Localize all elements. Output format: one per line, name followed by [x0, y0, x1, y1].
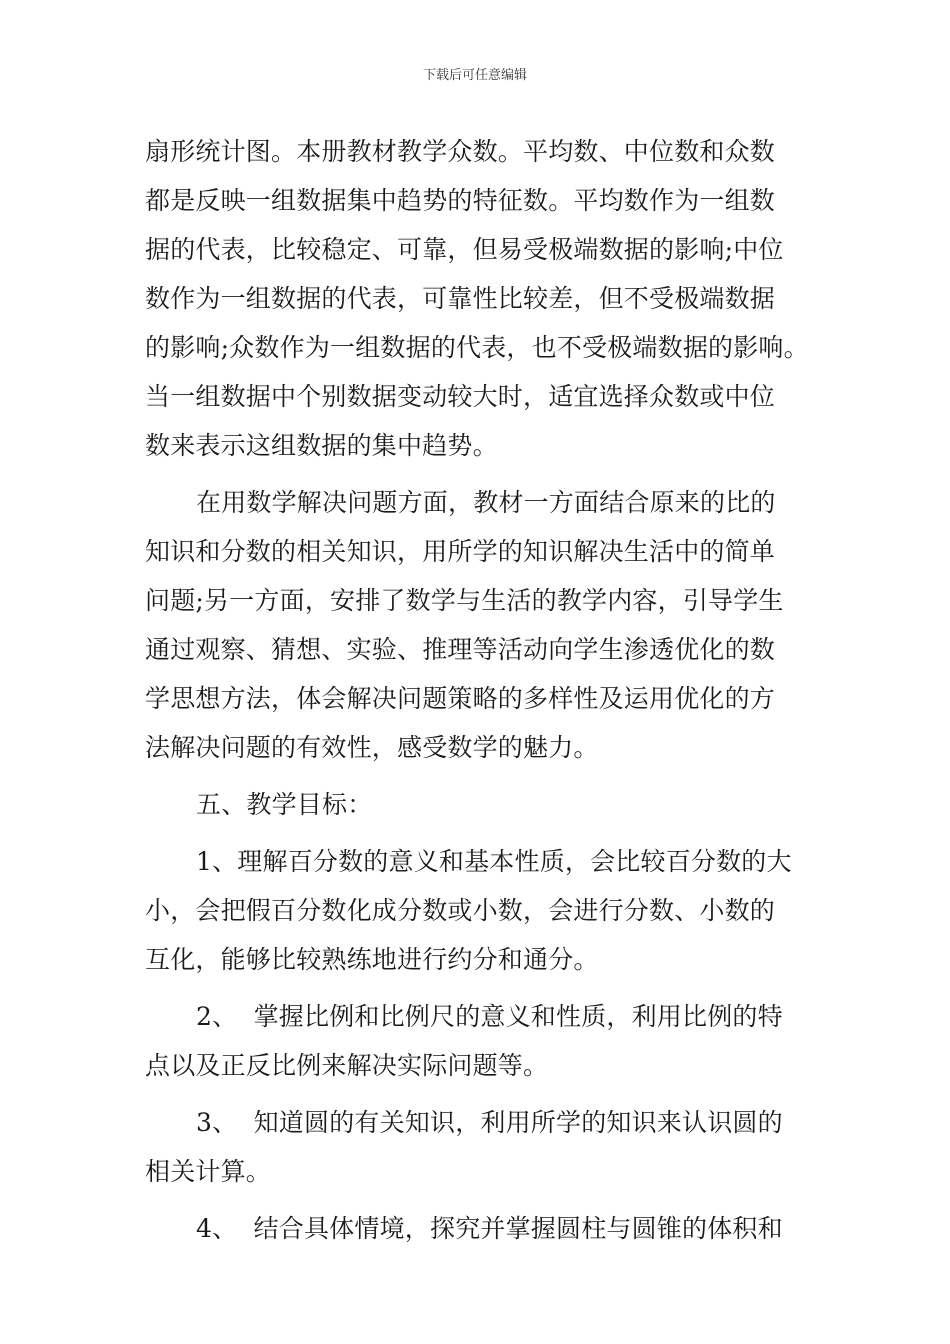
text-line: 4、 结合具体情境，探究并掌握圆柱与圆锥的体积和: [196, 1214, 783, 1243]
paragraph-statistics: [145, 127, 825, 470]
section-heading-teaching-goals: [145, 780, 825, 829]
text-line: 学思想方法，体会解决问题策略的多样性及运用优化的方: [145, 684, 776, 713]
goal-item-4: [145, 1204, 825, 1253]
text-line: 法解决问题的有效性，感受数学的魅力。: [145, 733, 599, 762]
text-line: 相关计算。: [145, 1157, 272, 1186]
text-line: 1、理解百分数的意义和基本性质，会比较百分数的大: [196, 847, 792, 876]
text-line: 互化，能够比较熟练地进行约分和通分。: [145, 945, 599, 974]
text-line: 点以及正反比例来解决实际问题等。: [145, 1051, 549, 1080]
text-line: 当一组数据中个别数据变动较大时，适宜选择众数或中位: [145, 382, 776, 411]
goal-item-1: [145, 837, 825, 984]
text-line: 3、 知道圆的有关知识，利用所学的知识来认识圆的: [196, 1108, 783, 1137]
text-line: 数来表示这组数据的集中趋势。: [145, 431, 498, 460]
document-body: [145, 127, 825, 1253]
paragraph-problem-solving: [145, 478, 825, 772]
section-heading: 五、教学目标：: [196, 790, 373, 819]
text-line: 2、 掌握比例和比例尺的意义和性质，利用比例的特: [196, 1002, 783, 1031]
text-line: 扇形统计图。本册教材教学众数。平均数、中位数和众数: [145, 137, 776, 166]
text-line: 数作为一组数据的代表，可靠性比较差，但不受极端数据: [145, 284, 776, 313]
text-line: 都是反映一组数据集中趋势的特征数。平均数作为一组数: [145, 186, 776, 215]
text-line: 的影响;众数作为一组数据的代表，也不受极端数据的影响。: [145, 333, 809, 362]
text-line: 小，会把假百分数化成分数或小数，会进行分数、小数的: [145, 896, 776, 925]
text-line: 通过观察、猜想、实验、推理等活动向学生渗透优化的数: [145, 635, 776, 664]
goal-item-2: [145, 992, 825, 1090]
text-line: 据的代表，比较稳定、可靠，但易受极端数据的影响;中位: [145, 235, 784, 264]
page-header-note: 下载后可任意编辑: [422, 68, 527, 83]
text-line: 问题;另一方面，安排了数学与生活的教学内容，引导学生: [145, 586, 784, 615]
text-line: 知识和分数的相关知识，用所学的知识解决生活中的简单: [145, 537, 776, 566]
text-line: 在用数学解决问题方面，教材一方面结合原来的比的: [196, 488, 776, 517]
goal-item-3: [145, 1098, 825, 1196]
